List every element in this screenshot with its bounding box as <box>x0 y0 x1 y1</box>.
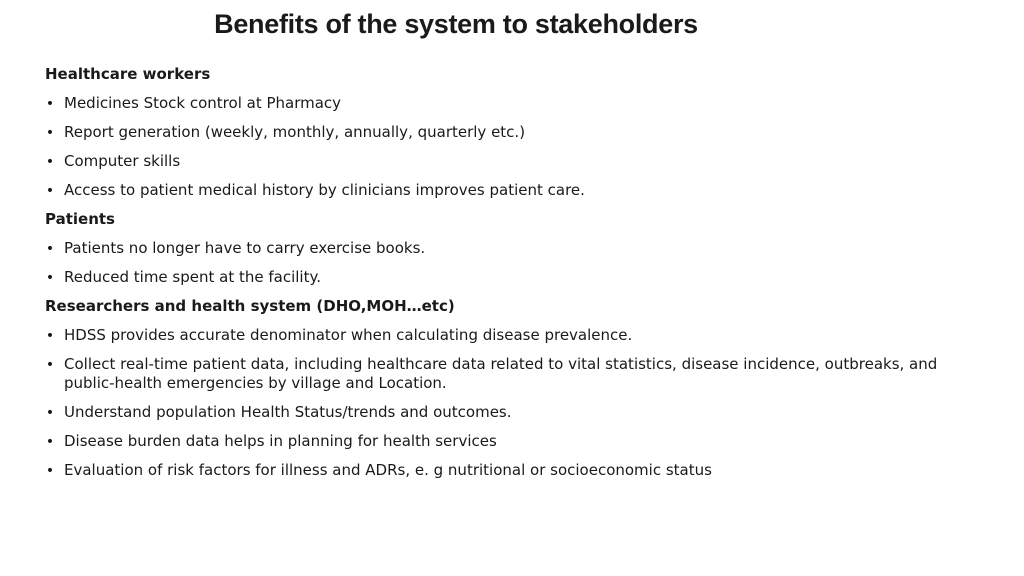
section-heading-patients: Patients <box>45 210 115 228</box>
list-item-text: Patients no longer have to carry exercise books. <box>64 239 426 257</box>
bullet-icon: • <box>45 240 55 257</box>
list-item-text: Reduced time spent at the facility. <box>64 268 321 286</box>
bullet-icon: • <box>45 182 55 199</box>
bullet-icon: • <box>45 95 55 112</box>
list-item <box>45 398 945 427</box>
bullet-icon: • <box>45 404 55 421</box>
list-item <box>45 176 945 205</box>
list-item-text: Medicines Stock control at Pharmacy <box>64 94 342 112</box>
section-heading-researchers: Researchers and health system (DHO,MOH…etc) <box>45 297 455 315</box>
bullet-icon: • <box>45 462 55 479</box>
list-item <box>45 350 945 398</box>
section-heading-healthcare-workers: Healthcare workers <box>45 65 211 83</box>
list-item-text: HDSS provides accurate denominator when calculating disease prevalence. <box>64 326 633 344</box>
list-item <box>45 263 945 292</box>
list-item <box>45 118 945 147</box>
list-item <box>45 321 945 350</box>
list-item <box>45 234 945 263</box>
list-item-text: Report generation (weekly, monthly, annually, quarterly etc.) <box>64 123 526 141</box>
list-item <box>45 427 945 456</box>
bullet-icon: • <box>45 357 55 373</box>
slide-title: Benefits of the system to stakeholders <box>214 9 698 39</box>
bullet-icon: • <box>45 153 55 170</box>
list-item <box>45 89 945 118</box>
list-item-text: Computer skills <box>64 152 181 170</box>
list-item-text: Access to patient medical history by clinicians improves patient care. <box>64 181 585 199</box>
list-item-text: Understand population Health Status/trends and outcomes. <box>64 403 512 421</box>
healthcare-workers-list <box>45 89 945 205</box>
bullet-icon: • <box>45 433 55 450</box>
patients-list <box>45 234 945 292</box>
list-item <box>45 147 945 176</box>
list-item-text: Collect real-time patient data, including healthcare data related to vital statistics, disease incidence, outbreaks, and public-health emergencies by village and Location. <box>64 355 938 392</box>
list-item-text: Evaluation of risk factors for illness and ADRs, e. g nutritional or socioeconomic status <box>64 461 712 479</box>
researchers-list <box>45 321 945 485</box>
bullet-icon: • <box>45 124 55 141</box>
bullet-icon: • <box>45 269 55 286</box>
slide-body <box>45 60 945 485</box>
list-item-text: Disease burden data helps in planning for health services <box>64 432 497 450</box>
bullet-icon: • <box>45 327 55 344</box>
list-item <box>45 456 945 485</box>
